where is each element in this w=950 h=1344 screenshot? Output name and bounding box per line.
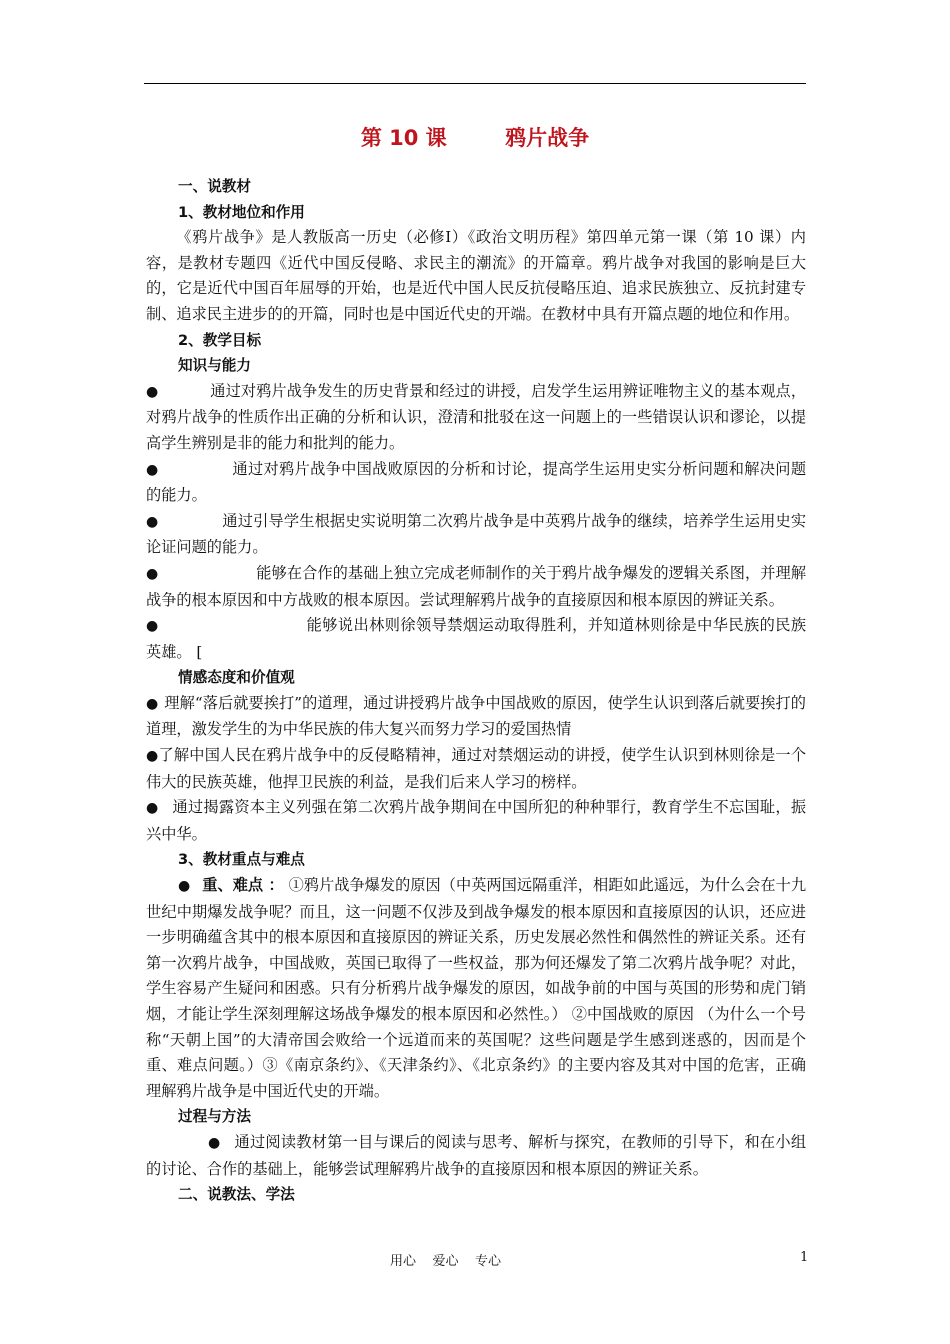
bullet-icon: ● — [146, 748, 159, 765]
bullet-icon: ● — [146, 383, 159, 400]
knowledge-item-text: 通过对鸦片战争发生的历史背景和经过的讲授，启发学生运用辨证唯物主义的基本观点，对鸦片战争的性质作出正确的分析和认识，澄清和批驳在这一问题上的一些错误认识和谬论，以提高学生辨别是非的能力和批判的能力。 — [146, 381, 806, 452]
attitude-item-1 — [146, 691, 806, 743]
attitude-item-2 — [146, 743, 806, 795]
footer-motto: 用心 爱心 专心 — [390, 1254, 502, 1269]
key-points-text: ①鸦片战争爆发的原因（中英两国远隔重洋，相距如此遥远，为什么会在十九世纪中期爆发战争呢？而且，这一问题不仅涉及到战争爆发的根本原因和直接原因的认识，还应进一步明确蕴含其中的根本原因和直接原因的辨证关系，历史发展必然性和偶然性的辨证关系。还有第一次鸦片战争，中国战败，英国已取得了一些权益，那为何还爆发了第二次鸦片战争呢？对此，学生容易产生疑问和困惑。只有分析鸦片战争爆发的原因，如战争前的中国与英国的形势和虎门销烟，才能让学生深刻理解这场战争爆发的根本原因和必然性。） ②中国战败的原因 （为什么一个号称“天朝上国”的大清帝国会败给一个远道而来的英国呢？这些问题是学生感到迷惑的，因而是个重、难点问题。）③《南京条约》、《天津条约》、《北京条约》的主要内容及其对中国的危害，正确理解鸦片战争是中国近代史的开端。 — [146, 876, 807, 1100]
header-rule — [144, 83, 806, 84]
page-number: 1 — [800, 1250, 809, 1265]
bullet-icon: ● — [146, 565, 159, 582]
bullet-icon: ● — [146, 461, 159, 478]
knowledge-item-text: 能够在合作的基础上独立完成老师制作的关于鸦片战争爆发的逻辑关系图，并理解战争的根本原因和中方战败的根本原因。尝试理解鸦片战争的直接原因和根本原因的辨证关系。 — [146, 563, 806, 609]
subsection-heading-1-3: 3、教材重点与难点 — [178, 851, 305, 869]
knowledge-item-1 — [146, 379, 806, 457]
attitude-item-text: 了解中国人民在鸦片战争中的反侵略精神，通过对禁烟运动的讲授，使学生认识到林则徐是一个伟大的民族英雄，他捍卫民族的利益，是我们后来人学习的榜样。 — [146, 746, 806, 791]
process-item-text: 通过阅读教材第一目与课后的阅读与思考、解析与探究，在教师的引导下，和在小组的讨论、合作的基础上，能够尝试理解鸦片战争的直接原因和根本原因的辨证关系。 — [146, 1132, 806, 1178]
bullet-icon: ● — [146, 513, 159, 530]
knowledge-item-text: 通过对鸦片战争中国战败原因的分析和讨论，提高学生运用史实分析问题和解决问题的能力。 — [146, 459, 806, 505]
key-points-label: 重、难点 ： — [202, 876, 284, 895]
knowledge-item-text: 通过引导学生根据史实说明第二次鸦片战争是中英鸦片战争的继续，培养学生运用史实论证问题的能力。 — [146, 511, 806, 557]
section-heading-1: 一、说教材 — [178, 178, 251, 195]
knowledge-item-text: 能够说出林则徐领导禁烟运动取得胜利，并知道林则徐是中华民族的民族英雄。 [ — [146, 616, 806, 661]
knowledge-item-4 — [146, 561, 806, 613]
bullet-icon: ● — [146, 800, 159, 817]
attitude-item-3 — [146, 795, 806, 847]
attitude-item-text: 理解“落后就要挨打”的道理，通过讲授鸦片战争中国战败的原因，使学生认识到落后就要挨打的道理，激发学生的为中华民族的伟大复兴而努力学习的爱国热情 — [146, 693, 806, 739]
document-body — [146, 174, 806, 1208]
bullet-icon: ● — [146, 695, 159, 712]
key-points — [146, 873, 806, 1104]
knowledge-item-2 — [146, 457, 806, 509]
paragraph-textbook-position: 《鸦片战争》是人教版高一历史（必修Ⅰ）《政治文明历程》第四单元第一课（第 10 课）内容，是教材专题四《近代中国反侵略、求民主的潮流》的开篇章。鸦片战争对我国的影响是巨大的，它是近代中国百年屈辱的开始，也是近代中国人民反抗侵略压迫、追求民族独立、反抗封建专制、追求民主进步的的开篇，同时也是中国近代史的开端。在教材中具有开篇点题的地位和作用。 — [146, 228, 806, 323]
knowledge-item-3 — [146, 509, 806, 561]
attitude-heading: 情感态度和价值观 — [178, 669, 295, 687]
subsection-heading-1-2: 2、教学目标 — [178, 331, 262, 349]
bullet-icon: ● — [146, 618, 159, 635]
attitude-item-text: 通过揭露资本主义列强在第二次鸦片战争期间在中国所犯的种种罪行，教育学生不忘国耻，振兴中华。 — [146, 798, 806, 843]
bullet-icon: ● — [178, 878, 191, 895]
section-heading-2: 二、说教法、学法 — [178, 1186, 295, 1204]
process-item — [146, 1130, 806, 1182]
knowledge-heading: 知识与能力 — [178, 357, 251, 375]
bullet-icon: ● — [208, 1134, 221, 1151]
subsection-heading-1-1: 1、教材地位和作用 — [178, 203, 305, 221]
page-title: 第 10 课 鸦片战争 — [360, 126, 590, 150]
process-heading: 过程与方法 — [178, 1108, 251, 1126]
knowledge-item-5 — [146, 613, 806, 665]
